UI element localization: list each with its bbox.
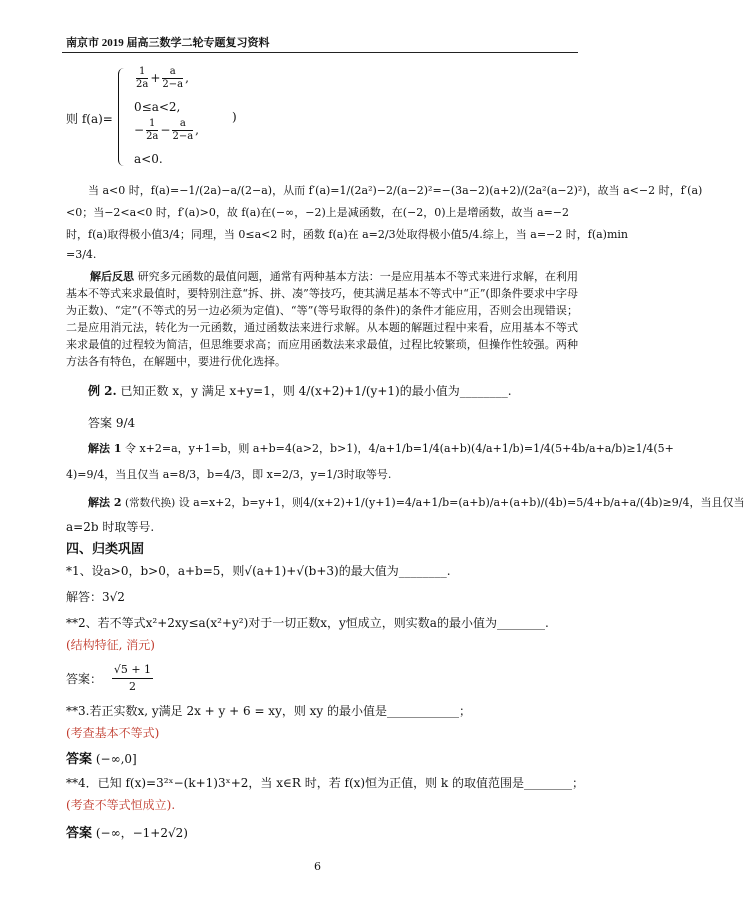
- question-3: **3.若正实数x, y满足 2x + y + 6 = xy，则 xy 的最小值是____________；: [66, 704, 472, 718]
- piecewise-case-1: $\frac{1}{2a}$ + $\frac{a}{2-a}$ ,: [136, 66, 189, 90]
- question-3-hint: (考查基本不等式): [66, 726, 160, 740]
- page-number: 6: [314, 860, 321, 873]
- section-title: 四、归类巩固: [66, 541, 145, 556]
- question-1: *1、设a>0，b>0，a+b=5，则√(a+1)+√(b+3)的最大值为________.: [66, 564, 451, 578]
- piecewise-case-3: − $\frac{1}{2a}$ − $\frac{a}{2-a}$ ,: [134, 118, 199, 142]
- solution-1-line-1: 解法 1 令 x+2=a，y+1=b，则 a+b=4(a>2，b>1)，4/a+1/b=1/4(a+b)(4/a+1/b)=1/4(5+4b/a+a/b)≥1/4(5+: [88, 442, 674, 455]
- question-2-answer: 答案： $\frac{√5 + 1}{2}$: [66, 663, 152, 693]
- header-rule: [62, 52, 578, 53]
- question-4-answer: 答案 (−∞，−1+2√2): [66, 825, 188, 840]
- piecewise-brace: [118, 68, 129, 166]
- question-1-answer: 解答：3√2: [66, 590, 125, 604]
- reflection-paragraph: [66, 268, 578, 370]
- solution-2-line-2: a=2b 时取等号.: [66, 520, 155, 534]
- piecewise-case-4: a<0.: [134, 152, 163, 166]
- solution-2-line-1: 解法 2 (常数代换) 设 a=x+2，b=y+1，则4/(x+2)+1/(y+1)=4/a+1/b=(a+b)/a+(a+b)/(4b)=5/4+b/a+a/(4b)≥9/4，当且仅当: [88, 496, 744, 509]
- piecewise-close: ): [232, 110, 237, 124]
- analysis-line-1: 当 a<0 时，f(a)=−1/(2a)−a/(2−a)，从而 f′(a)=1/(2a²)−2/(a−2)²=−(3a−2)(a+2)/(2a²(a−2)²)，故当 a<−2 时，f′(a): [88, 184, 703, 197]
- question-2: **2、若不等式x²+2xy≤a(x²+y²)对于一切正数x，y恒成立，则实数a的最小值为________.: [66, 616, 549, 630]
- reflection-body: 研究多元函数的最值问题，通常有两种基本方法：一是应用基本不等式来进行求解，在利用基本不等式来求最值时，要特别注意“拆、拼、凑”等技巧，使其满足基本不等式中“正”(即条件要求中字母为正数)、“定”(不等式的另一边必须为定值)、“等”(等号取得的条件)的条件才能应用，否则会出现错误；二是应用消元法，转化为一元函数，通过函数法来进行求解。从本题的解题过程中来看，应用基本不等式来求最值的过程较为简洁，但思维要求高；而应用函数法来求最值，过程比较繁琐，但操作性较强。两种方法各有特色，在解题中，要进行优化选择。: [66, 270, 579, 368]
- analysis-line-2: <0；当−2<a<0 时，f′(a)>0，故 f(a)在(−∞，−2)上是减函数，在(−2，0)上是增函数，故当 a=−2: [66, 206, 570, 219]
- example-2-answer: 答案 9/4: [88, 416, 136, 430]
- piecewise-case-2: 0≤a<2,: [134, 100, 181, 114]
- reflection-title: 解后反思: [90, 270, 135, 283]
- question-4: **4．已知 f(x)=3²ˣ−(k+1)3ˣ+2，当 x∈R 时，若 f(x)恒为正值，则 k 的取值范围是________；: [66, 776, 584, 790]
- question-2-hint: (结构特征, 消元): [66, 638, 155, 652]
- question-3-answer: 答案 (−∞,0]: [66, 751, 137, 766]
- piecewise-lead: 则 f(a)=: [66, 112, 113, 126]
- question-4-hint: (考查不等式恒成立).: [66, 798, 176, 812]
- example-2: 例 2. 已知正数 x，y 满足 x+y=1，则 4/(x+2)+1/(y+1)的最小值为________.: [88, 384, 512, 398]
- solution-1-line-2: 4)=9/4，当且仅当 a=8/3，b=4/3，即 x=2/3，y=1/3时取等号.: [66, 468, 392, 481]
- analysis-line-3: 时，f(a)取得极小值3/4；同理，当 0≤a<2 时，函数 f(a)在 a=2/3处取得极小值5/4.综上，当 a=−2 时，f(a)min: [66, 228, 629, 241]
- analysis-line-4: =3/4.: [66, 248, 97, 261]
- page-header: 南京市 2019 届高三数学二轮专题复习资料: [66, 37, 270, 49]
